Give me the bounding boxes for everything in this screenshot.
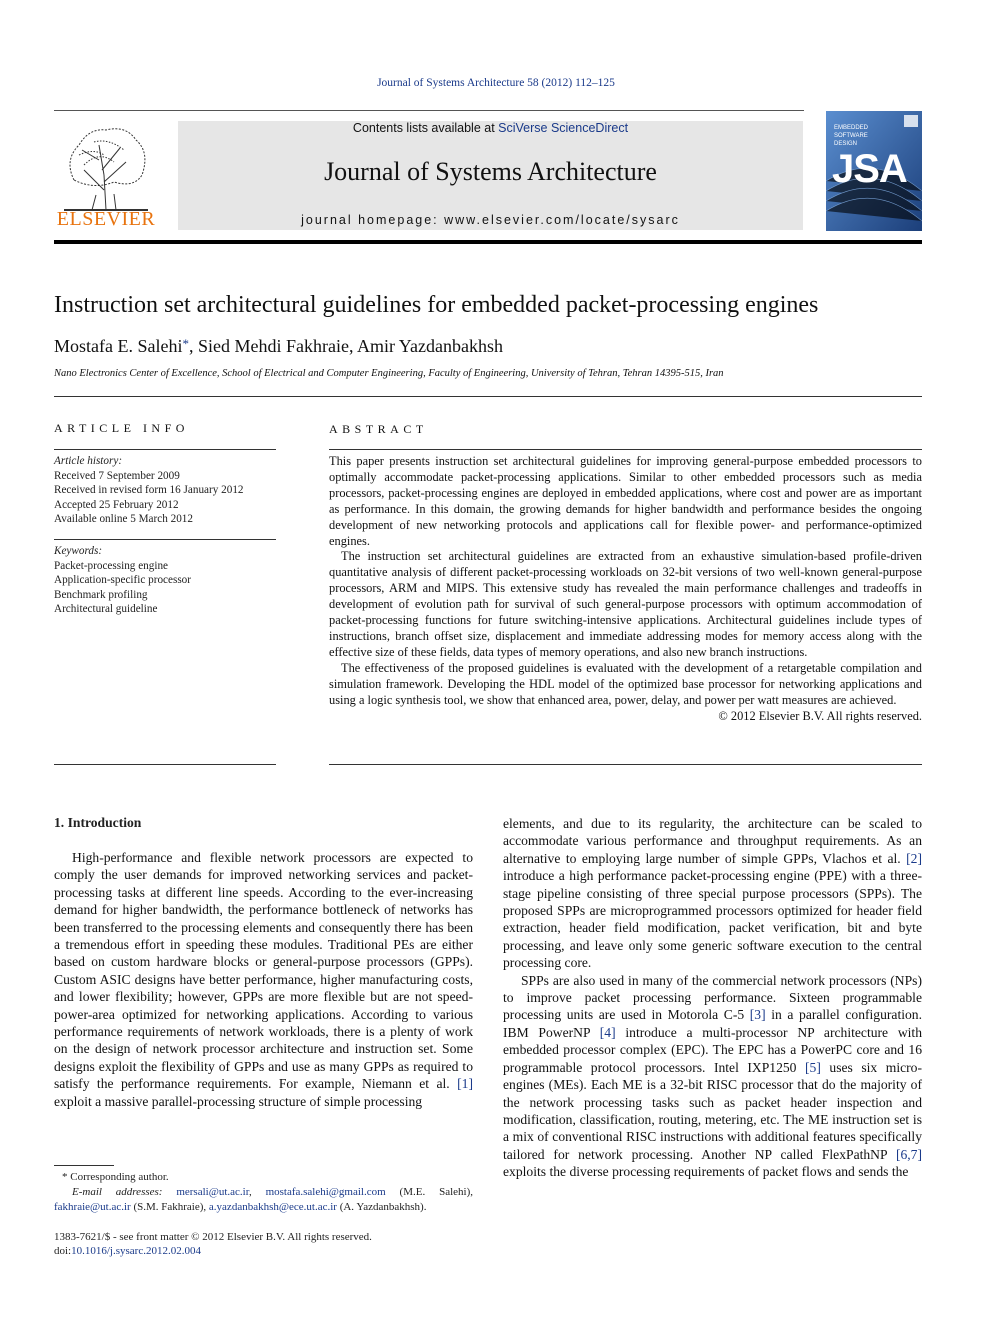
author-names-rest: , Sied Mehdi Fakhraie, Amir Yazdanbakhsh — [188, 336, 503, 356]
abstract-paragraph: The instruction set architectural guidelines are extracted from an exhaustive simulation-based profile-driven quantitative analysis of different packet-processing workloads on 32-bit versions of two well-known general-purpose processors, ARM and MIPS. This extensive study has revealed the main performance challenges and tradeoffs in development of evolution path for survival of such general-purpose processors with optimum accommodation of packet-processing functions for future switching-intensive applications. Architectural guidelines include types of instructions, branch offset size, displacement and immediate addressing modes for memory access along with the effective size of these fields, data types of memory operations, and also new branch instructions. — [329, 549, 922, 659]
journal-reference[interactable]: Journal of Systems Architecture 58 (2012) 112–125 — [377, 77, 615, 89]
header-rule — [54, 110, 804, 111]
keywords-rule — [54, 539, 276, 540]
article-history — [54, 454, 276, 527]
text-run: High-performance and flexible network processors are expected to comply the user demands for improved networking services and packet-processing tasks at different line speeds. According to the ever-increasing demand for higher bandwidth, the performance bottleneck of networks has been transferred to the processing elements and consequently there has been a tremendous effort in speeding these modules. Traditional PEs are either based on custom hardware blocks or general-purpose processors (GPPs). Custom ASIC designs have better performance, higher manufacturing costs, and lower flexibility; however, GPPs are more flexible but are not speed-power-area optimized for networking applications. According to various performance requirements of network workloads, there is a plenty of work on the design of network processor architecture and instruction set. Some designs exploit the flexibility of GPPs and use as many GPPs as required to satisfy the performance requirements. For example, Niemann et al. — [54, 850, 473, 1092]
email-link[interactable]: mostafa.salehi@gmail.com — [265, 1186, 386, 1198]
email-owner: (A. Yazdanbakhsh). — [339, 1201, 427, 1213]
affiliation-rule — [54, 396, 922, 397]
author-name[interactable]: Mostafa E. Salehi — [54, 336, 183, 356]
abstract-body — [329, 454, 922, 724]
text-run: elements, and due to its regularity, the architecture can be scaled to accommodate various performance and throughput requirements. As an alternative to employing large number of simple GPPs, Vlachos et al. — [503, 816, 922, 866]
history-item: Received in revised form 16 January 2012 — [54, 484, 244, 496]
citation-link[interactable]: [6,7] — [895, 1146, 922, 1162]
email-link[interactable]: fakhraie@ut.ac.ir — [54, 1201, 131, 1213]
copyright: © 2012 Elsevier B.V. All rights reserved. — [718, 708, 922, 723]
corresponding-mark[interactable]: * — [182, 336, 189, 351]
affiliation: Nano Electronics Center of Excellence, School of Electrical and Computer Engineering, Faculty of Engineering, University of Tehran, Tehran 14395-515, Iran — [54, 368, 724, 379]
email-link[interactable]: a.yazdanbakhsh@ece.ut.ac.ir — [208, 1201, 337, 1213]
keyword: Packet-processing engine — [54, 559, 169, 572]
text-run: exploits the diverse processing requirements of packet flows and sends the — [503, 1164, 909, 1180]
email-label: E-mail addresses: — [72, 1186, 163, 1198]
corresponding-text: Corresponding author. — [70, 1171, 169, 1183]
abstract-paragraph: The effectiveness of the proposed guidelines is evaluated with the development of a retargetable compilation and simulation framework. Developing the HDL model of the optimized base processor for networking applications and using a logic synthesis tool, we show that enhanced area, power, delay, and power per watt measures are achieved. — [329, 660, 922, 707]
journal-cover — [826, 111, 922, 231]
doi-label: doi: — [54, 1245, 72, 1257]
body-paragraph — [503, 815, 922, 972]
sciencedirect-link[interactable]: SciVerse ScienceDirect — [498, 121, 629, 135]
email-link[interactable]: mersali@ut.ac.ir — [176, 1186, 249, 1198]
text-run: introduce a high performance packet-processing engine (PPE) with a three-stage pipeline consisting of three special purpose processors (SPPs). The proposed SPPs are microprogrammed processors optimized for header field extraction, header field modification, packet verification, bit and byte processing, and leave only some generic software execution to the central processing core. — [503, 868, 922, 971]
abstract-heading: ABSTRACT — [329, 422, 428, 436]
history-label: Article history: — [54, 455, 123, 467]
citation-link[interactable]: [3] — [749, 1007, 766, 1023]
citation-link[interactable]: [5] — [805, 1059, 821, 1075]
body-paragraph — [503, 972, 922, 1181]
text-run: introduce a multi-processor NP architecture with embedded processor complex (EPC). The EPC has a PowerPC core and 16 programmable protocol processors. Intel IXP1250 — [503, 1024, 922, 1075]
section-heading: 1. Introduction — [54, 815, 142, 830]
article-info-bottom-rule — [54, 764, 276, 765]
contents-prefix: Contents lists available at — [352, 121, 499, 135]
cover-jsa: JSA — [832, 147, 907, 191]
issn-line: 1383-7621/$ - see front matter © 2012 Elsevier B.V. All rights reserved. — [54, 1231, 372, 1243]
elsevier-logo — [54, 120, 158, 232]
cover-line3: DESIGN — [834, 141, 858, 147]
publisher-wordmark: ELSEVIER — [56, 208, 156, 230]
author-list — [54, 336, 503, 357]
doi-line — [54, 1244, 201, 1259]
keywords — [54, 544, 276, 617]
citation-link[interactable]: [2] — [906, 850, 922, 866]
footnote-rule — [54, 1165, 114, 1166]
journal-banner — [178, 121, 803, 230]
citation-link[interactable]: [4] — [599, 1024, 616, 1040]
article-title: Instruction set architectural guidelines for embedded packet-processing engines — [54, 292, 819, 318]
text-run: exploit a massive parallel-processing structure of simple processing — [54, 1093, 423, 1109]
masthead-rule — [54, 240, 922, 244]
article-info-rule — [54, 449, 276, 450]
email-owner: (M.E. Salehi), — [399, 1186, 473, 1198]
right-column — [503, 815, 922, 1181]
email-owner: (S.M. Fakhraie), — [133, 1201, 207, 1213]
contents-line — [178, 121, 803, 135]
body-paragraph — [54, 849, 473, 1110]
journal-title: Journal of Systems Architecture — [324, 157, 657, 186]
keywords-label: Keywords: — [54, 545, 103, 557]
abstract-bottom-rule — [329, 764, 922, 765]
citation-link[interactable]: [1] — [457, 1076, 473, 1092]
journal-homepage[interactable]: journal homepage: www.elsevier.com/locate/sysarc — [301, 213, 680, 227]
doi-link[interactable]: 10.1016/j.sysarc.2012.02.004 — [71, 1245, 201, 1257]
keyword: Application-specific processor — [54, 574, 191, 586]
text-run: uses six micro-engines (MEs). Each ME is a 32-bit RISC processor that do the majority of the network processing tasks such as packet header inspection and modification, classification, routing, metering, etc. The ME instruction set is a mix of conventional RISC instructions with additional features specifically tailored for network processing. Another NP called FlexPathNP — [503, 1059, 922, 1162]
email-note: E-mail addresses: mersali@ut.ac.ir, mostafa.salehi@gmail.com (M.E. Salehi), fakhraie@ut.ac.ir (S.M. Fakhraie), a.yazdanbakhsh@ece.ut.ac.ir (A. Yazdanbakhsh). — [54, 1186, 473, 1213]
cover-line2: SOFTWARE — [834, 133, 868, 139]
footnotes — [54, 1170, 473, 1215]
left-column — [54, 849, 473, 1110]
history-item: Available online 5 March 2012 — [54, 513, 193, 525]
abstract-rule — [329, 449, 922, 450]
keyword: Architectural guideline — [54, 603, 158, 615]
text-run: SPPs are also used in many of the commercial network processors (NPs) to improve packet processing performance. Sixteen programmable processing units are used in Motorola C-5 — [503, 972, 922, 1023]
corresponding-note — [54, 1170, 473, 1185]
abstract-paragraph: This paper presents instruction set architectural guidelines for improving general-purpose embedded processors to optimally accommodate packet-processing applications. Similar to other embedded processors such as media processors, packet-processing engines are deployed in embedded applications, where cost and power are as important as performance. In this domain, the growing demands for higher bandwidth and performance besides the ongoing development of new networking protocols and applications call for flexible power- and performance-optimized engines. — [329, 454, 922, 548]
text-run: in a parallel configuration. IBM PowerNP — [503, 1007, 922, 1040]
history-item: Accepted 25 February 2012 — [54, 498, 179, 511]
article-info-heading: ARTICLE INFO — [54, 421, 189, 435]
asterisk-mark: * — [62, 1171, 71, 1183]
history-item: Received 7 September 2009 — [54, 469, 180, 482]
cover-line1: EMBEDDED — [834, 125, 869, 131]
keyword: Benchmark profiling — [54, 588, 148, 601]
